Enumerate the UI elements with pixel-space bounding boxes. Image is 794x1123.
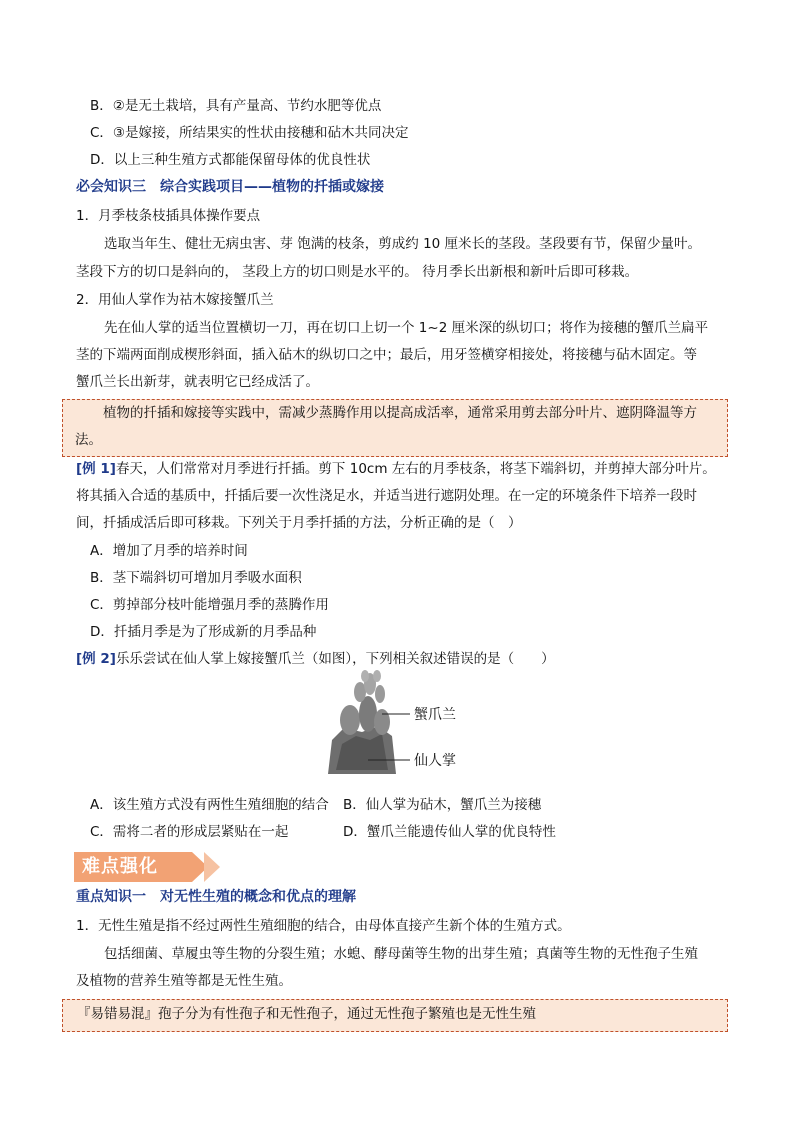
cactus-graft-figure <box>322 670 472 780</box>
example2-text: 乐乐尝试在仙人掌上嫁接蟹爪兰（如图），下列相关叙述错误的是（ ） <box>115 651 555 667</box>
label-cactus: 仙人掌 <box>414 753 456 769</box>
key-point-title: 重点知识一 对无性生殖的概念和优点的理解 <box>76 889 356 905</box>
example1-line1 <box>76 459 716 479</box>
chevron-right-icon <box>204 852 220 882</box>
item2-paragraph-line3: 蟹爪兰长出新芽，就表明它已经成活了。 <box>76 374 319 390</box>
difficulty-banner <box>74 852 224 882</box>
example1-option-c: C．剪掉部分枝叶能增强月季的蒸腾作用 <box>90 597 329 613</box>
item2-paragraph-line2: 茎的下端两面削成楔形斜面，插入砧木的纵切口之中；最后，用牙签横穿相接处，将接穗与砧木固定。等 <box>76 347 697 363</box>
example1-text: 春天，人们常常对月季进行扦插。剪下 10cm 左右的月季枝条，将茎下端斜切，并剪掉大部分叶片。 <box>115 461 716 477</box>
example2-option-b: B．仙人掌为砧木，蟹爪兰为接穗 <box>343 797 542 813</box>
label-crab-claw: 蟹爪兰 <box>414 707 456 723</box>
item1-paragraph-line2: 茎段下方的切口是斜向的， 茎段上方的切口则是水平的。 待月季长出新根和新叶后即可移栽。 <box>76 264 639 280</box>
example1-tag: [例 1] <box>76 461 116 477</box>
tip-line1: 植物的扦插和嫁接等实践中，需减少蒸腾作用以提高成活率，通常采用剪去部分叶片、遮阴降温等方 <box>103 405 697 421</box>
item2-paragraph-line1: 先在仙人掌的适当位置横切一刀，再在切口上切一个 1~2 厘米深的纵切口；将作为接穗的蟹爪兰扁平 <box>104 320 709 336</box>
tip-line2: 法。 <box>75 432 102 448</box>
example2-tag: [例 2] <box>76 651 116 667</box>
example1-option-a: A．增加了月季的培养时间 <box>90 543 248 559</box>
example2-option-a: A．该生殖方式没有两性生殖细胞的结合 <box>90 797 329 813</box>
example1-line2: 将其插入合适的基质中，扦插后要一次性浇足水，并适当进行遮阴处理。在一定的环境条件下培养一段时 <box>76 488 697 504</box>
item1-paragraph-line1: 选取当年生、健壮无病虫害、芽 饱满的枝条，剪成约 10 厘米长的茎段。茎段要有节，保留少量叶。 <box>104 236 702 252</box>
example1-option-b: B．茎下端斜切可增加月季吸水面积 <box>90 570 302 586</box>
prev-option-c: C．③是嫁接，所结果实的性状由接穗和砧木共同决定 <box>90 125 409 141</box>
banner-label: 难点强化 <box>82 856 158 877</box>
example2-option-c: C．需将二者的形成层紧贴在一起 <box>90 824 289 840</box>
pitfall-text: 『易错易混』孢子分为有性孢子和无性孢子，通过无性孢子繁殖也是无性生殖 <box>77 1006 536 1022</box>
prev-option-b: B．②是无土栽培，具有产量高、节约水肥等优点 <box>90 98 382 114</box>
key-point-item1: 1．无性生殖是指不经过两性生殖细胞的结合，由母体直接产生新个体的生殖方式。 <box>76 918 571 934</box>
example2-option-d: D．蟹爪兰能遗传仙人掌的优良特性 <box>343 824 556 840</box>
pitfall-box <box>62 999 728 1032</box>
section-title: 必会知识三 综合实践项目——植物的扦插或嫁接 <box>76 179 384 195</box>
example1-line3: 间，扦插成活后即可移栽。下列关于月季扦插的方法，分析正确的是（ ） <box>76 515 522 531</box>
example2-line1 <box>76 649 555 669</box>
prev-option-d: D．以上三种生殖方式都能保留母体的优良性状 <box>90 152 371 168</box>
item1-title: 1．月季枝条枝插具体操作要点 <box>76 208 261 224</box>
item2-title: 2．用仙人掌作为祜木嫁接蟹爪兰 <box>76 292 274 308</box>
key-point-paragraph-line1: 包括细菌、草履虫等生物的分裂生殖；水螅、酵母菌等生物的出芽生殖；真菌等生物的无性孢子生殖 <box>104 946 698 962</box>
tip-box <box>62 399 728 457</box>
example1-option-d: D．扦插月季是为了形成新的月季品种 <box>90 624 317 640</box>
key-point-paragraph-line2: 及植物的营养生殖等都是无性生殖。 <box>76 973 292 989</box>
